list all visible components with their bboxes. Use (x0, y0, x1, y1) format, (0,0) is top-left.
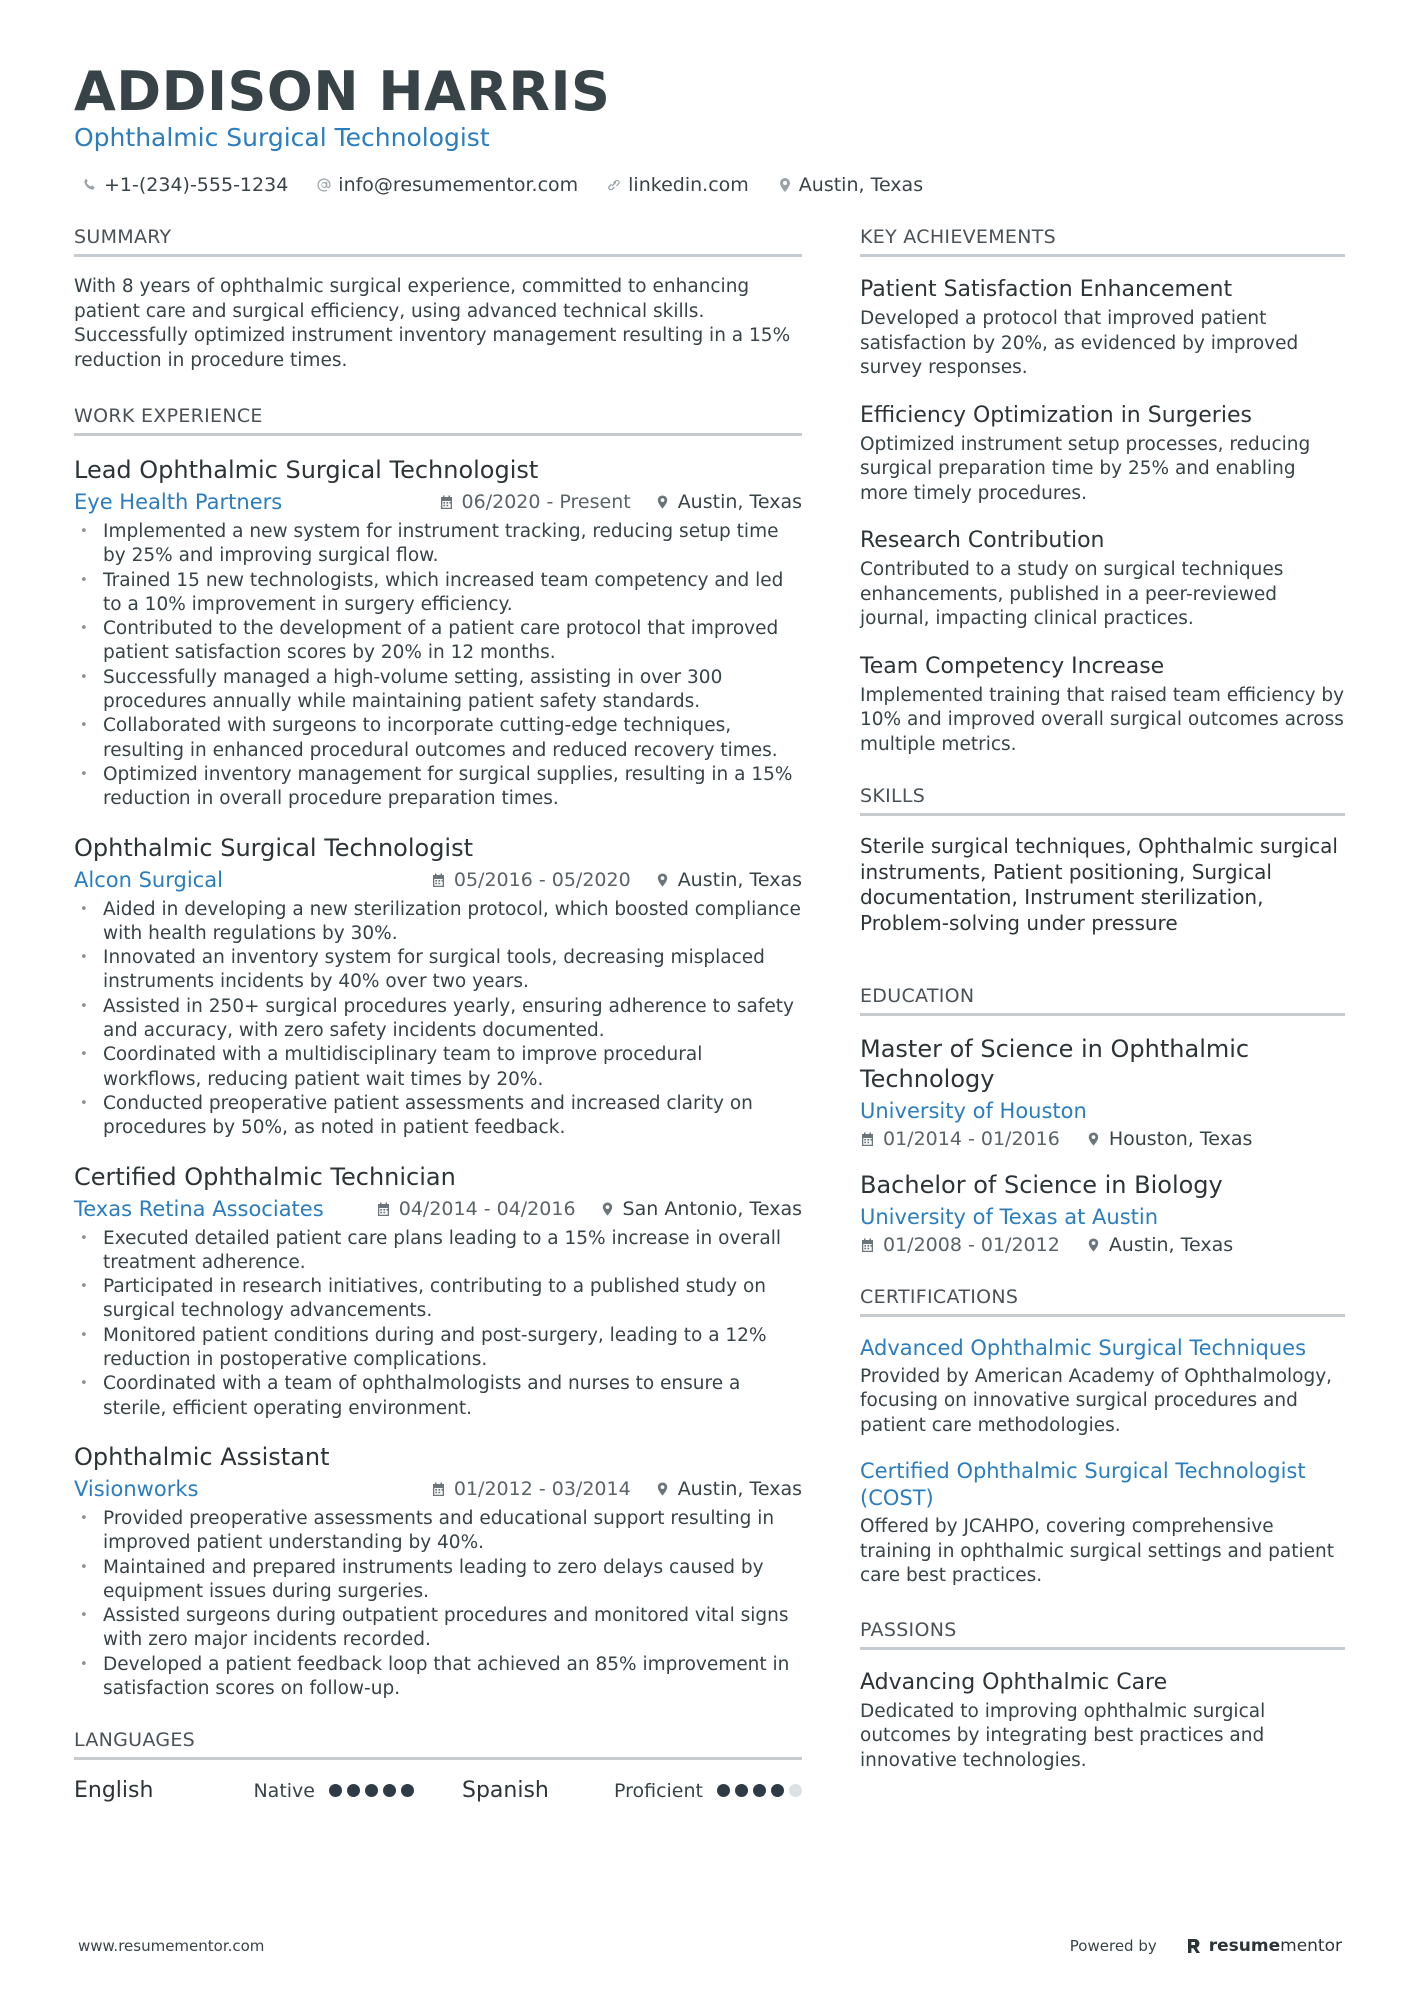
job-dates: 04/2014 - 04/2016 (398, 1197, 576, 1220)
map-pin-icon (1086, 1237, 1101, 1253)
education-heading: EDUCATION (860, 985, 1345, 1016)
language-level: Native (253, 1779, 315, 1802)
skills-text: Sterile surgical techniques, Ophthalmic surgical instruments, Patient positioning, Surgical documentation, Instrument sterilization, Problem-solving under pressure (860, 834, 1338, 936)
rating-dot-empty (789, 1784, 802, 1797)
achievement-desc: Implemented training that raised team efficiency by 10% and improved overall surgical outcomes across multiple metrics. (860, 684, 1345, 755)
contact-location (777, 174, 923, 196)
certification-title: Advanced Ophthalmic Surgical Techniques (860, 1335, 1307, 1360)
achievement-item (860, 526, 1345, 632)
passions-heading: PASSIONS (860, 1619, 1345, 1650)
job-location: Austin, Texas (677, 491, 802, 513)
job-dates: 06/2020 - Present (461, 491, 631, 513)
achievement-title: Research Contribution (860, 528, 1105, 553)
job-bullet: • Assisted surgeons during outpatient procedures and monitored vital signs with zero major incidents recorded. (74, 1604, 802, 1653)
rating-dot-filled (717, 1784, 730, 1797)
candidate-title: Ophthalmic Surgical Technologist (74, 123, 490, 152)
certification-desc: Provided by American Academy of Ophthalmology, focusing on innovative surgical procedures and patient care methodologies. (860, 1365, 1333, 1436)
certification-item (860, 1335, 1345, 1439)
education-location: Houston, Texas (1108, 1127, 1253, 1150)
experience-section (74, 405, 802, 1701)
calendar-icon (431, 1481, 446, 1497)
job-bullet: • Aided in developing a new sterilization protocol, which boosted compliance with health regulations by 30%. (74, 898, 802, 947)
rating-dot-filled (771, 1784, 784, 1797)
job-location: Austin, Texas (677, 1477, 802, 1500)
job-bullet: • Successfully managed a high-volume setting, assisting in over 300 procedures annually while maintaining patient safety standards. (74, 666, 802, 715)
certifications-heading: CERTIFICATIONS (860, 1286, 1345, 1317)
job-company: Eye Health Partners (74, 490, 283, 514)
certification-desc: Offered by JCAHPO, covering comprehensive training in ophthalmic surgical settings and patient care best practices. (860, 1516, 1334, 1587)
education-dates: 01/2014 - 01/2016 (883, 1127, 1060, 1150)
calendar-icon (860, 1131, 875, 1147)
achievement-item (860, 275, 1345, 381)
education-school: University of Houston (860, 1098, 1087, 1123)
job-meta (74, 488, 802, 516)
summary-text: With 8 years of ophthalmic surgical experience, committed to enhancing patient care and surgical efficiency, using advanced technical skills. Successfully optimized instrument inventory management resulting in a 15% reduction in procedure times. (74, 276, 791, 371)
job-bullet: • Coordinated with a multidisciplinary team to improve procedural workflows, reducing patient wait times by 20%. (74, 1043, 802, 1092)
job-bullet: • Trained 15 new technologists, which increased team competency and led to a 10% improvement in surgery efficiency. (74, 569, 802, 618)
job-title: Ophthalmic Assistant (74, 1442, 330, 1471)
passions-section (860, 1619, 1345, 1774)
phone-icon (82, 177, 98, 193)
job-bullet: • Contributed to the development of a patient care protocol that improved patient satisfaction scores by 20% in 12 months. (74, 617, 802, 666)
passion-desc: Dedicated to improving ophthalmic surgical outcomes by integrating best practices and innovative technologies. (860, 1700, 1266, 1771)
job-company: Alcon Surgical (74, 867, 223, 892)
education-item (860, 1034, 1345, 1150)
skills-heading: SKILLS (860, 785, 1345, 816)
footer-website[interactable]: www.resumementor.com (78, 1937, 265, 1955)
job-bullet: • Developed a patient feedback loop that achieved an 85% improvement in satisfaction scores on follow-up. (74, 1653, 802, 1702)
job-entry (74, 832, 802, 1141)
phone-text: +1-(234)-555-1234 (104, 174, 289, 196)
job-dates: 01/2012 - 03/2014 (453, 1477, 631, 1500)
job-title: Certified Ophthalmic Technician (74, 1162, 456, 1191)
job-bullet: • Provided preoperative assessments and educational support resulting in improved patient understanding by 40%. (74, 1507, 802, 1556)
rating-dot-filled (383, 1784, 396, 1797)
powered-by (1070, 1936, 1342, 1956)
job-meta (74, 866, 802, 894)
email-text: info@resumementor.com (338, 174, 579, 196)
languages-section (74, 1729, 802, 1803)
job-bullet: • Implemented a new system for instrument tracking, reducing setup time by 25% and improving surgical flow. (74, 520, 802, 569)
map-pin-icon (655, 872, 670, 888)
brand-rest: mentor (1280, 1936, 1342, 1956)
job-entry (74, 454, 802, 812)
job-bullets (74, 520, 802, 812)
job-bullet: • Collaborated with surgeons to incorporate cutting-edge techniques, resulting in enhanced procedural outcomes and reduced recovery times. (74, 714, 802, 763)
job-bullet: • Assisted in 250+ surgical procedures yearly, ensuring adherence to safety and accuracy, with zero safety incidents documented. (74, 995, 802, 1044)
achievements-heading: KEY ACHIEVEMENTS (860, 226, 1345, 257)
rating-dot-filled (401, 1784, 414, 1797)
rating-dot-filled (329, 1784, 342, 1797)
left-column (74, 226, 802, 1835)
map-pin-icon (655, 494, 670, 510)
brand-bold: resume (1208, 1936, 1281, 1956)
job-bullet: • Innovated an inventory system for surgical tools, decreasing misplaced instruments incidents by 40% over two years. (74, 946, 802, 995)
contact-email[interactable] (316, 174, 578, 196)
certification-item (860, 1458, 1345, 1589)
job-entry (74, 1441, 802, 1701)
contact-row (74, 174, 1344, 196)
achievement-title: Patient Satisfaction Enhancement (860, 277, 1233, 302)
job-meta (74, 1475, 802, 1503)
job-company: Visionworks (74, 1476, 199, 1501)
map-pin-icon (777, 177, 793, 193)
job-bullet: • Participated in research initiatives, contributing to a published study on surgical technology advancements. (74, 1275, 802, 1324)
right-column (860, 226, 1345, 1805)
candidate-name: ADDISON HARRIS (74, 60, 611, 123)
rating-dot-filled (753, 1784, 766, 1797)
achievement-item (860, 652, 1345, 758)
language-rating (717, 1784, 802, 1797)
languages-heading: LANGUAGES (74, 1729, 802, 1760)
language-name: Spanish (462, 1778, 549, 1804)
experience-heading: WORK EXPERIENCE (74, 405, 802, 436)
page-footer (78, 1936, 1342, 1956)
passion-item (860, 1668, 1345, 1774)
education-item (860, 1170, 1345, 1256)
language-item (74, 1778, 414, 1803)
languages-row (74, 1778, 802, 1803)
job-bullet: • Optimized inventory management for surgical supplies, resulting in a 15% reduction in overall procedure preparation times. (74, 763, 802, 812)
calendar-icon (431, 872, 446, 888)
job-title: Lead Ophthalmic Surgical Technologist (74, 456, 539, 484)
calendar-icon (439, 494, 454, 510)
job-dates: 05/2016 - 05/2020 (453, 868, 631, 891)
rating-dot-filled (347, 1784, 360, 1797)
language-item (462, 1778, 802, 1803)
job-bullet: • Conducted preoperative patient assessments and increased clarity on procedures by 50%, as noted in patient feedback. (74, 1092, 802, 1141)
achievement-item (860, 401, 1345, 507)
map-pin-icon (600, 1201, 615, 1217)
language-rating (329, 1784, 414, 1797)
achievement-desc: Optimized instrument setup processes, reducing surgical preparation time by 25% and enabling more timely procedures. (860, 433, 1311, 504)
education-dates: 01/2008 - 01/2012 (883, 1233, 1060, 1256)
rating-dot-filled (365, 1784, 378, 1797)
achievement-title: Team Competency Increase (860, 653, 1165, 679)
skills-section (860, 785, 1345, 937)
job-company: Texas Retina Associates (74, 1196, 324, 1221)
rating-dot-filled (735, 1784, 748, 1797)
map-pin-icon (1086, 1131, 1101, 1147)
education-school: University of Texas at Austin (860, 1204, 1159, 1229)
certification-title: Certified Ophthalmic Surgical Technologist (COST) (860, 1459, 1306, 1511)
job-location: San Antonio, Texas (622, 1197, 802, 1220)
passion-title: Advancing Ophthalmic Care (860, 1669, 1168, 1695)
summary-heading: SUMMARY (74, 226, 802, 257)
resume-header (74, 60, 1344, 196)
achievement-title: Efficiency Optimization in Surgeries (860, 402, 1252, 428)
education-location: Austin, Texas (1108, 1233, 1234, 1256)
linkedin-text: linkedin.com (628, 174, 749, 196)
job-bullet: • Maintained and prepared instruments leading to zero delays caused by equipment issues during surgeries. (74, 1556, 802, 1605)
education-degree: Master of Science in Ophthalmic Technology (860, 1034, 1250, 1093)
contact-linkedin[interactable] (606, 174, 749, 196)
job-bullets (74, 1507, 802, 1701)
powered-by-label: Powered by (1069, 1937, 1157, 1955)
job-meta (74, 1195, 802, 1223)
job-bullet: • Monitored patient conditions during and post-surgery, leading to a 12% reduction in postoperative complications. (74, 1324, 802, 1373)
language-name: English (74, 1778, 154, 1804)
calendar-icon (860, 1237, 875, 1253)
certifications-section (860, 1286, 1345, 1589)
map-pin-icon (655, 1481, 670, 1497)
link-icon (606, 177, 622, 193)
contact-phone[interactable] (82, 174, 288, 196)
language-level: Proficient (613, 1779, 703, 1802)
job-title: Ophthalmic Surgical Technologist (74, 833, 474, 862)
job-bullet: • Executed detailed patient care plans leading to a 15% increase in overall treatment adherence. (74, 1227, 802, 1276)
job-bullet: • Coordinated with a team of ophthalmologists and nurses to ensure a sterile, efficient operating environment. (74, 1372, 802, 1421)
achievement-desc: Developed a protocol that improved patient satisfaction by 20%, as evidenced by improved survey responses. (860, 308, 1299, 378)
brand-logo[interactable] (1185, 1936, 1342, 1956)
achievements-section (860, 226, 1345, 757)
education-section (860, 985, 1345, 1256)
resumementor-logo-icon (1185, 1937, 1203, 1955)
job-bullets (74, 1227, 802, 1421)
education-degree: Bachelor of Science in Biology (860, 1170, 1223, 1199)
job-entry (74, 1161, 802, 1421)
location-text: Austin, Texas (798, 174, 924, 196)
at-icon (316, 177, 332, 193)
job-location: Austin, Texas (677, 868, 802, 891)
job-bullets (74, 898, 802, 1141)
calendar-icon (376, 1201, 391, 1217)
achievement-desc: Contributed to a study on surgical techniques enhancements, published in a peer-reviewed journal, impacting clinical practices. (860, 559, 1284, 629)
summary-section (74, 226, 802, 373)
